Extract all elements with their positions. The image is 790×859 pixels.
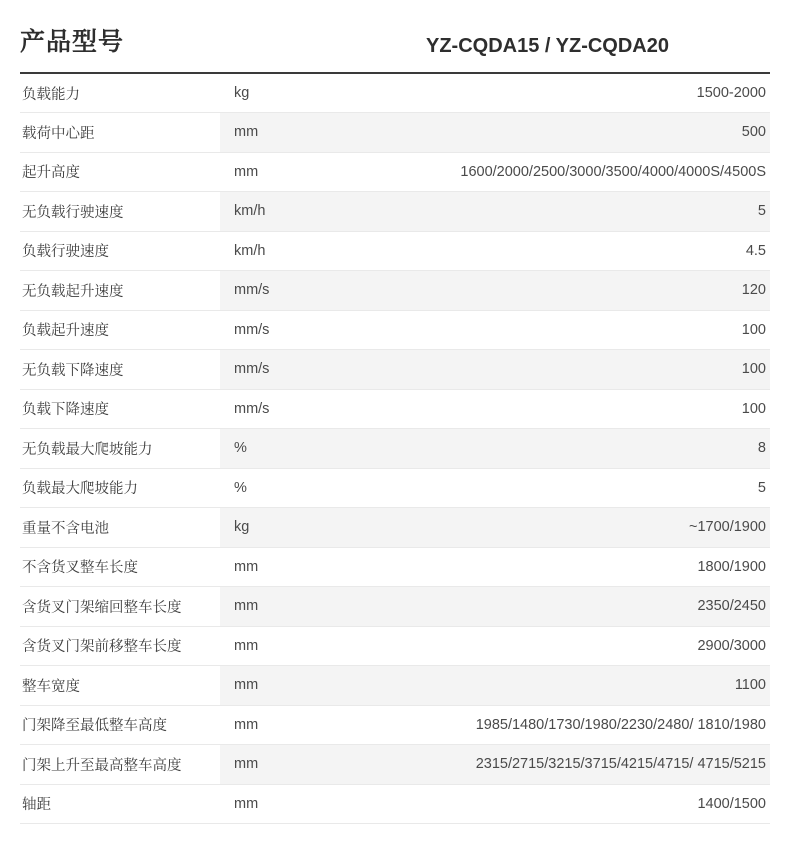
spec-value: 2315/2715/3215/3715/4215/4715/ 4715/5215	[325, 745, 770, 785]
spec-label: 不含货叉整车长度	[20, 547, 220, 587]
model-heading: YZ-CQDA15 / YZ-CQDA20	[325, 0, 770, 73]
spec-unit: mm	[220, 705, 325, 745]
spec-value: 1100	[325, 666, 770, 706]
spec-value: 100	[325, 350, 770, 390]
spec-value: 100	[325, 389, 770, 429]
table-row	[20, 389, 770, 429]
spec-label: 负载行驶速度	[20, 231, 220, 271]
table-header-row	[20, 0, 770, 73]
page-title: 产品型号	[20, 0, 220, 73]
spec-unit: mm	[220, 666, 325, 706]
spec-label: 整车宽度	[20, 666, 220, 706]
spec-label: 无负载起升速度	[20, 271, 220, 311]
spec-unit: mm	[220, 745, 325, 785]
spec-value: 500	[325, 113, 770, 153]
spec-value: 2350/2450	[325, 587, 770, 627]
spec-unit: mm	[220, 547, 325, 587]
spec-unit: mm	[220, 587, 325, 627]
table-row	[20, 231, 770, 271]
spec-label: 起升高度	[20, 152, 220, 192]
spec-unit: mm/s	[220, 389, 325, 429]
spec-unit: mm/s	[220, 350, 325, 390]
spec-label: 负载能力	[20, 73, 220, 113]
spec-unit: %	[220, 429, 325, 469]
spec-unit: mm/s	[220, 271, 325, 311]
spec-label: 重量不含电池	[20, 508, 220, 548]
table-row	[20, 192, 770, 232]
spec-label: 负载下降速度	[20, 389, 220, 429]
header-spacer	[220, 0, 325, 73]
spec-unit: kg	[220, 73, 325, 113]
spec-unit: kg	[220, 508, 325, 548]
spec-unit: mm	[220, 784, 325, 824]
spec-value: 1800/1900	[325, 547, 770, 587]
table-row	[20, 468, 770, 508]
spec-unit: km/h	[220, 192, 325, 232]
spec-value: 4.5	[325, 231, 770, 271]
table-row	[20, 587, 770, 627]
spec-label: 轴距	[20, 784, 220, 824]
table-row	[20, 113, 770, 153]
spec-label: 无负载行驶速度	[20, 192, 220, 232]
spec-value: 1985/1480/1730/1980/2230/2480/ 1810/1980	[325, 705, 770, 745]
spec-value: 1400/1500	[325, 784, 770, 824]
spec-unit: km/h	[220, 231, 325, 271]
table-row	[20, 666, 770, 706]
spec-value: 1600/2000/2500/3000/3500/4000/4000S/4500S	[325, 152, 770, 192]
spec-label: 载荷中心距	[20, 113, 220, 153]
table-row	[20, 310, 770, 350]
table-row	[20, 271, 770, 311]
spec-label: 无负载下降速度	[20, 350, 220, 390]
spec-unit: mm	[220, 113, 325, 153]
table-header	[20, 0, 770, 73]
spec-value: 2900/3000	[325, 626, 770, 666]
spec-label: 负载最大爬坡能力	[20, 468, 220, 508]
table-row	[20, 429, 770, 469]
table-row	[20, 745, 770, 785]
table-row	[20, 705, 770, 745]
spec-value: ~1700/1900	[325, 508, 770, 548]
table-row	[20, 508, 770, 548]
spec-unit: mm	[220, 626, 325, 666]
table-row	[20, 547, 770, 587]
spec-value: 5	[325, 192, 770, 232]
table-row	[20, 73, 770, 113]
spec-value: 8	[325, 429, 770, 469]
spec-label: 门架降至最低整车高度	[20, 705, 220, 745]
spec-label: 含货叉门架缩回整车长度	[20, 587, 220, 627]
table-row	[20, 626, 770, 666]
specification-table	[20, 0, 770, 824]
spec-value: 1500-2000	[325, 73, 770, 113]
spec-unit: %	[220, 468, 325, 508]
table-row	[20, 784, 770, 824]
spec-value: 120	[325, 271, 770, 311]
spec-label: 负载起升速度	[20, 310, 220, 350]
table-row	[20, 152, 770, 192]
spec-label: 含货叉门架前移整车长度	[20, 626, 220, 666]
spec-value: 100	[325, 310, 770, 350]
spec-unit: mm/s	[220, 310, 325, 350]
spec-value: 5	[325, 468, 770, 508]
table-body	[20, 73, 770, 824]
spec-label: 无负载最大爬坡能力	[20, 429, 220, 469]
spec-label: 门架上升至最高整车高度	[20, 745, 220, 785]
table-row	[20, 350, 770, 390]
spec-unit: mm	[220, 152, 325, 192]
